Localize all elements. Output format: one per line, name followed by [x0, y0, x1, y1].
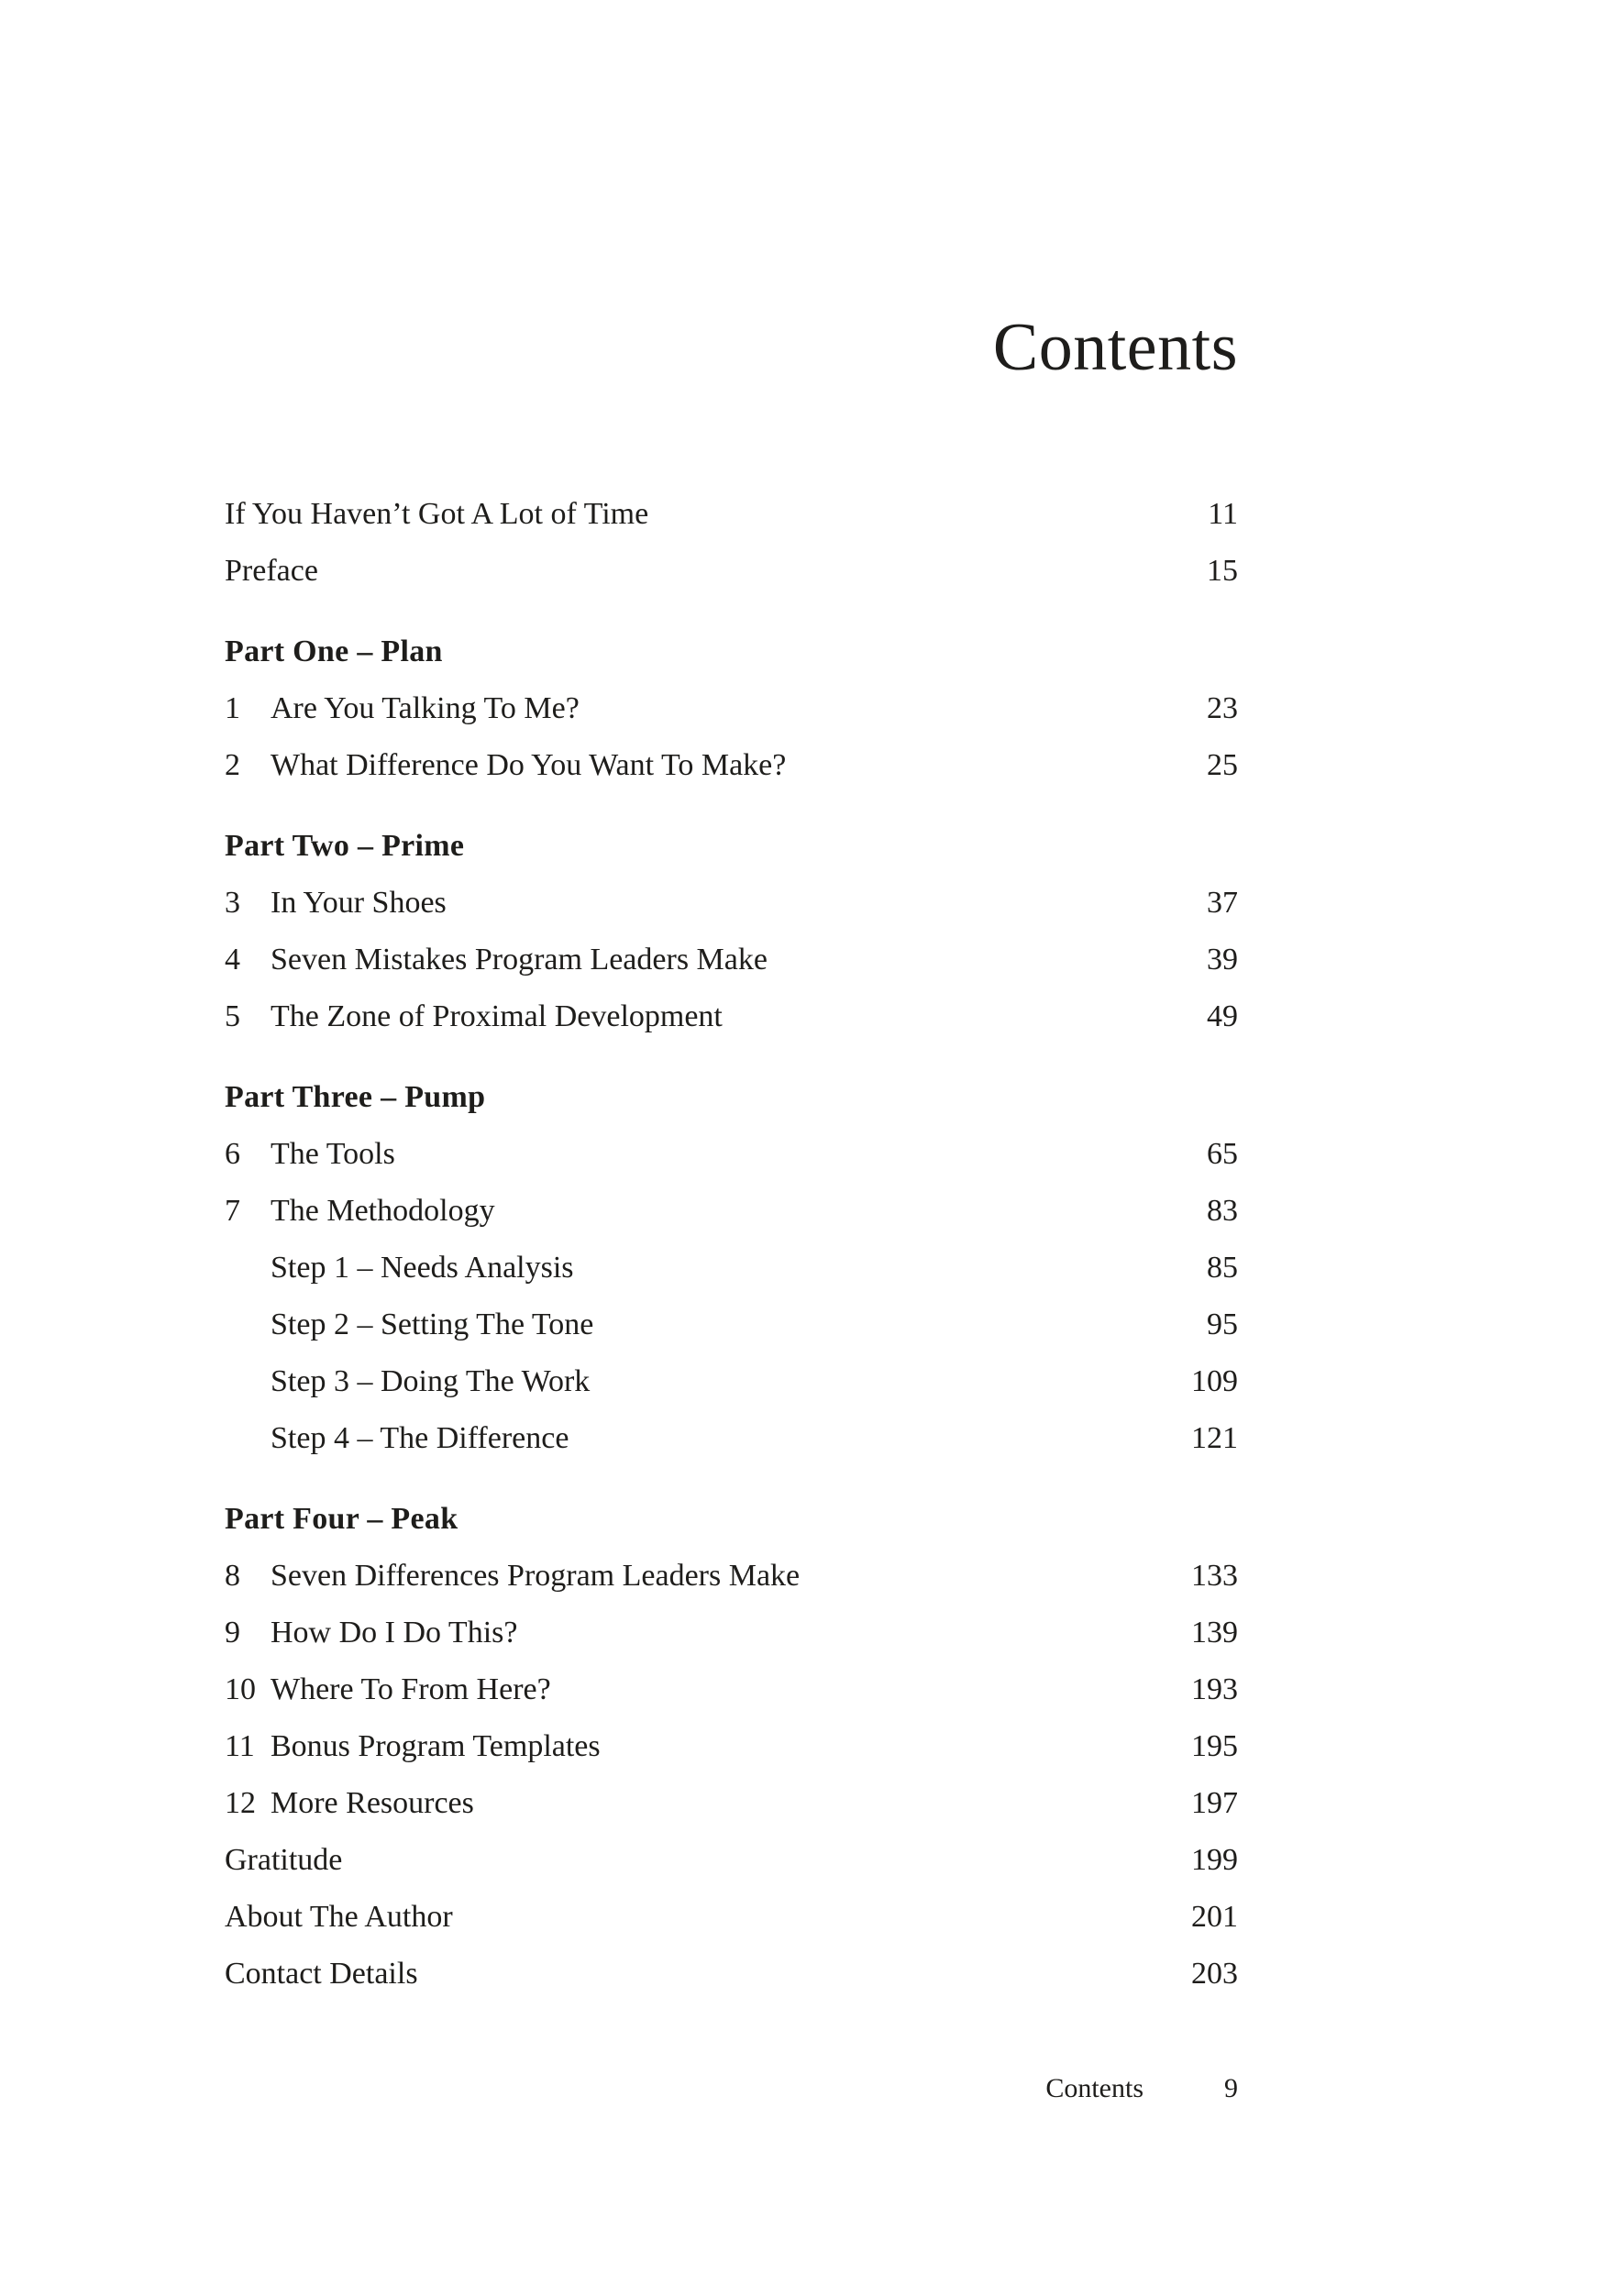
- entry-title: Seven Differences Program Leaders Make: [271, 1558, 801, 1593]
- entry-title: The Zone of Proximal Development: [271, 999, 723, 1033]
- entry-page-number: 195: [1191, 1728, 1238, 1763]
- entry-title: Part Four – Peak: [225, 1501, 458, 1536]
- entry-title: What Difference Do You Want To Make?: [271, 747, 787, 782]
- toc-entry: [225, 864, 1238, 921]
- table-of-contents: [225, 475, 1238, 1992]
- toc-entry: [225, 1115, 1238, 1172]
- entry-title: Part Three – Pump: [225, 1079, 486, 1114]
- chapter-number: 5: [225, 999, 240, 1033]
- toc-entry: [225, 1935, 1238, 1992]
- toc-entry: [225, 1399, 1238, 1456]
- entry-page-number: 15: [1207, 553, 1238, 588]
- entry-title: Step 2 – Setting The Tone: [271, 1307, 594, 1341]
- toc-entry: [225, 1342, 1238, 1399]
- entry-title: Contact Details: [225, 1956, 418, 1991]
- entry-title: In Your Shoes: [271, 885, 447, 920]
- entry-title: More Resources: [271, 1785, 474, 1820]
- entry-title: Preface: [225, 553, 318, 588]
- chapter-number: 12: [225, 1785, 256, 1820]
- page-title: Contents: [992, 309, 1238, 385]
- footer-page-number: 9: [1224, 2073, 1238, 2103]
- toc-entry: [225, 1707, 1238, 1764]
- toc-entry: [225, 1821, 1238, 1878]
- entry-title: Where To From Here?: [271, 1672, 551, 1706]
- toc-part-heading: [225, 807, 1238, 864]
- page-footer: [225, 2075, 1238, 2102]
- entry-page-number: 133: [1191, 1558, 1238, 1593]
- toc-part-heading: [225, 1480, 1238, 1537]
- toc-entry: [225, 1172, 1238, 1229]
- toc-entry: [225, 1878, 1238, 1935]
- entry-title: The Tools: [271, 1136, 395, 1171]
- chapter-number: 7: [225, 1193, 240, 1228]
- entry-title: Step 3 – Doing The Work: [271, 1363, 591, 1398]
- entry-page-number: 39: [1207, 942, 1238, 977]
- entry-page-number: 197: [1191, 1785, 1238, 1820]
- entry-title: Step 4 – The Difference: [271, 1420, 569, 1455]
- entry-title: Gratitude: [225, 1842, 343, 1877]
- chapter-number: 1: [225, 690, 240, 725]
- toc-entry: [225, 977, 1238, 1034]
- entry-title: If You Haven’t Got A Lot of Time: [225, 496, 649, 531]
- chapter-number: 2: [225, 747, 240, 782]
- toc-entry: [225, 1285, 1238, 1342]
- entry-page-number: 201: [1191, 1899, 1238, 1934]
- chapter-number: 9: [225, 1615, 240, 1650]
- entry-title: How Do I Do This?: [271, 1615, 518, 1650]
- entry-title: Step 1 – Needs Analysis: [271, 1250, 574, 1285]
- entry-page-number: 121: [1191, 1420, 1238, 1455]
- entry-page-number: 193: [1191, 1672, 1238, 1706]
- toc-entry: [225, 1537, 1238, 1594]
- chapter-number: 3: [225, 885, 240, 920]
- entry-page-number: 109: [1191, 1363, 1238, 1398]
- chapter-number: 11: [225, 1728, 255, 1763]
- toc-entry: [225, 532, 1238, 589]
- toc-part-heading: [225, 612, 1238, 669]
- entry-page-number: 37: [1207, 885, 1238, 920]
- toc-entry: [225, 1229, 1238, 1285]
- entry-page-number: 23: [1207, 690, 1238, 725]
- chapter-number: 8: [225, 1558, 240, 1593]
- entry-page-number: 85: [1207, 1250, 1238, 1285]
- entry-title: About The Author: [225, 1899, 453, 1934]
- toc-part-heading: [225, 1058, 1238, 1115]
- chapter-number: 6: [225, 1136, 240, 1171]
- chapter-number: 4: [225, 942, 240, 977]
- footer-section-label: Contents: [1045, 2073, 1143, 2103]
- toc-entry: [225, 921, 1238, 977]
- entry-title: Part One – Plan: [225, 634, 443, 668]
- entry-page-number: 25: [1207, 747, 1238, 782]
- entry-title: Part Two – Prime: [225, 828, 465, 863]
- entry-page-number: 203: [1191, 1956, 1238, 1991]
- toc-entry: [225, 1764, 1238, 1821]
- entry-page-number: 83: [1207, 1193, 1238, 1228]
- toc-entry: [225, 475, 1238, 532]
- entry-page-number: 199: [1191, 1842, 1238, 1877]
- entry-page-number: 11: [1208, 496, 1238, 531]
- toc-entry: [225, 669, 1238, 726]
- entry-title: The Methodology: [271, 1193, 495, 1228]
- entry-title: Seven Mistakes Program Leaders Make: [271, 942, 768, 977]
- entry-title: Are You Talking To Me?: [271, 690, 580, 725]
- entry-page-number: 139: [1191, 1615, 1238, 1650]
- entry-page-number: 65: [1207, 1136, 1238, 1171]
- entry-page-number: 49: [1207, 999, 1238, 1033]
- toc-entry: [225, 1650, 1238, 1707]
- toc-entry: [225, 726, 1238, 783]
- toc-entry: [225, 1594, 1238, 1650]
- entry-title: Bonus Program Templates: [271, 1728, 601, 1763]
- entry-page-number: 95: [1207, 1307, 1238, 1341]
- chapter-number: 10: [225, 1672, 256, 1706]
